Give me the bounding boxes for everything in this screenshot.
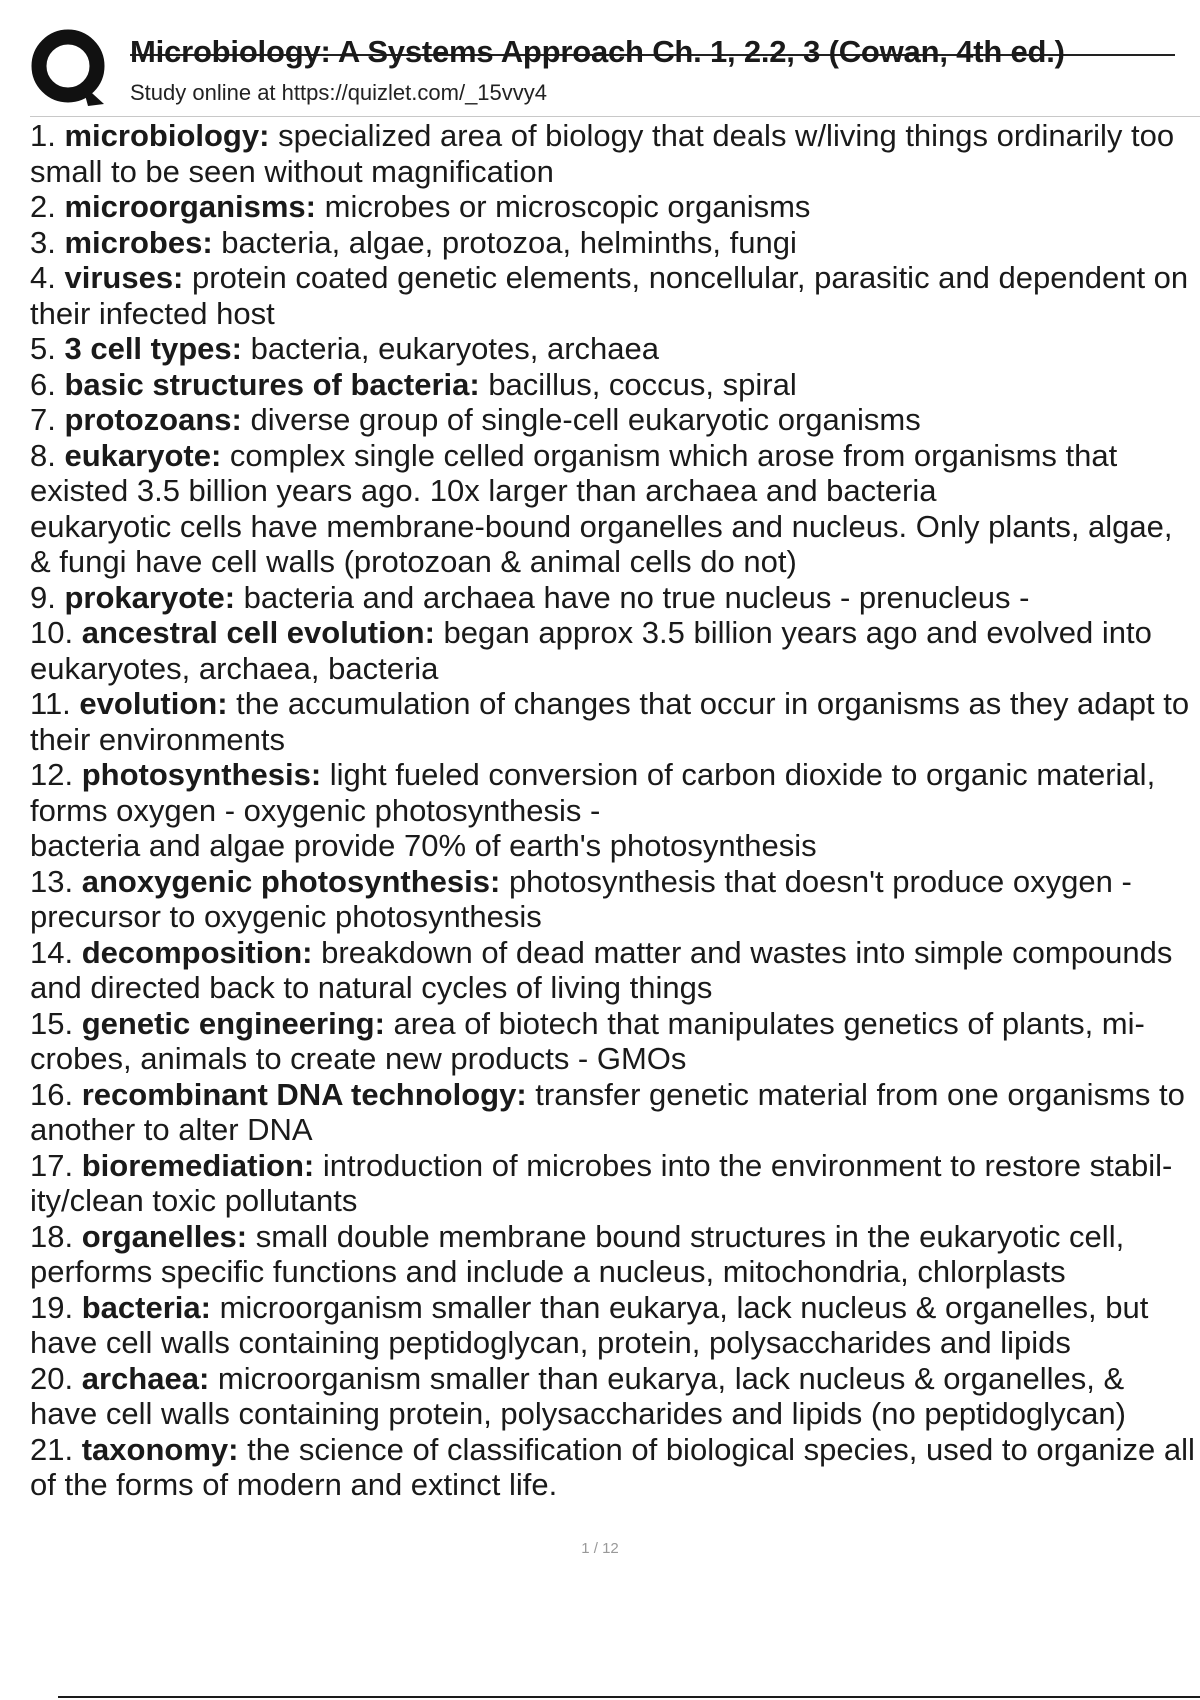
card-term: photosynthesis: bbox=[81, 757, 322, 792]
flashcard-item bbox=[30, 935, 1200, 1006]
study-online-link[interactable]: Study online at https://quizlet.com/_15vvy4 bbox=[130, 80, 548, 105]
card-number: 17. bbox=[30, 1147, 74, 1183]
card-term: archaea: bbox=[81, 1360, 210, 1396]
card-number: 9. bbox=[30, 579, 56, 615]
card-definition: bacteria, algae, protozoa, helminths, fungi bbox=[221, 224, 797, 260]
footer-divider bbox=[58, 1696, 1200, 1698]
card-term: ancestral cell evolution: bbox=[81, 615, 435, 650]
flashcard-item bbox=[30, 1006, 1200, 1077]
card-number: 11. bbox=[30, 686, 71, 721]
card-number: 12. bbox=[30, 757, 74, 792]
flashcard-item bbox=[30, 260, 1200, 331]
flashcard-item bbox=[30, 1148, 1200, 1219]
flashcard-item bbox=[30, 367, 1200, 403]
card-definition: diverse group of single-cell eukaryotic organisms bbox=[250, 402, 921, 437]
flashcard-item bbox=[30, 402, 1200, 438]
flashcard-item bbox=[30, 1361, 1200, 1432]
card-term: decomposition: bbox=[81, 934, 313, 970]
card-term: eukaryote: bbox=[64, 437, 222, 473]
card-definition: began approx 3.5 billion years ago and evolved into eukaryotes, archaea, bacteria bbox=[30, 615, 1152, 686]
flashcard-list bbox=[30, 118, 1200, 1503]
card-number: 10. bbox=[30, 615, 74, 650]
card-term: anoxygenic photosynthesis: bbox=[81, 863, 501, 899]
card-number: 14. bbox=[30, 934, 74, 970]
card-number: 3. bbox=[30, 224, 56, 260]
card-definition: breakdown of dead matter and wastes into simple compounds and directed back to natural cycles of living things bbox=[30, 934, 1173, 1005]
card-term: bioremediation: bbox=[81, 1147, 315, 1183]
card-definition: area of biotech that manipulates genetics of plants, mi-crobes, animals to create new products - GMOs bbox=[30, 1005, 1145, 1076]
card-definition: the accumulation of changes that occur in organisms as they adapt to their environments bbox=[30, 686, 1190, 757]
flashcard-item bbox=[30, 1219, 1200, 1290]
card-definition: bacteria and archaea have no true nucleus - prenucleus - bbox=[243, 579, 1030, 615]
card-term: microbiology: bbox=[64, 118, 270, 153]
card-term: microorganisms: bbox=[64, 189, 316, 224]
card-term: organelles: bbox=[81, 1218, 248, 1254]
card-definition: light fueled conversion of carbon dioxide to organic material, forms oxygen - oxygenic photosynthesis - bacteria and algae provide 70% of earth's photosynthesis bbox=[30, 757, 1156, 863]
flashcard-item bbox=[30, 118, 1200, 189]
card-definition: microbes or microscopic organisms bbox=[324, 189, 811, 224]
card-definition: protein coated genetic elements, noncellular, parasitic and dependent on their infected host bbox=[30, 260, 1189, 331]
card-term: prokaryote: bbox=[64, 579, 236, 615]
card-number: 8. bbox=[30, 437, 56, 473]
flashcard-item bbox=[30, 225, 1200, 261]
card-number: 20. bbox=[30, 1360, 74, 1396]
card-term: 3 cell types: bbox=[64, 331, 242, 366]
document-header bbox=[30, 28, 1200, 118]
card-number: 2. bbox=[30, 189, 56, 224]
card-term: basic structures of bacteria: bbox=[64, 366, 480, 402]
card-number: 13. bbox=[30, 863, 74, 899]
quizlet-logo-icon bbox=[30, 28, 114, 112]
header-divider bbox=[30, 116, 1200, 117]
card-term: microbes: bbox=[64, 224, 213, 260]
card-term: genetic engineering: bbox=[81, 1005, 385, 1041]
card-number: 7. bbox=[30, 402, 56, 437]
card-number: 18. bbox=[30, 1218, 74, 1254]
card-definition: complex single celled organism which arose from organisms that existed 3.5 billion years ago. 10x larger than archaea and bacteria eukaryotic cells have membrane-bound organelles and nucleus. Only plants, algae, & fungi have cell walls (protozoan & animal cells do not) bbox=[30, 437, 1173, 579]
card-number: 6. bbox=[30, 366, 56, 402]
card-term: protozoans: bbox=[64, 402, 242, 437]
card-number: 5. bbox=[30, 331, 56, 366]
card-number: 19. bbox=[30, 1289, 74, 1325]
card-term: bacteria: bbox=[81, 1289, 211, 1325]
card-number: 15. bbox=[30, 1005, 74, 1041]
flashcard-item bbox=[30, 1077, 1200, 1148]
card-number: 16. bbox=[30, 1076, 74, 1112]
card-definition: microorganism smaller than eukarya, lack nucleus & organelles, & have cell walls containing protein, polysaccharides and lipids (no peptidoglycan) bbox=[30, 1360, 1126, 1431]
flashcard-item bbox=[30, 686, 1200, 757]
card-number: 4. bbox=[30, 260, 56, 295]
flashcard-item bbox=[30, 331, 1200, 367]
card-definition: specialized area of biology that deals w/living things ordinarily too small to be seen without magnification bbox=[30, 118, 1175, 189]
flashcard-item bbox=[30, 438, 1200, 580]
card-definition: introduction of microbes into the environment to restore stabil-ity/clean toxic pollutants bbox=[30, 1147, 1173, 1218]
card-term: recombinant DNA technology: bbox=[81, 1076, 527, 1112]
page-title: Microbiology: A Systems Approach Ch. 1, 2.2, 3 (Cowan, 4th ed.) bbox=[130, 34, 1065, 69]
card-term: evolution: bbox=[79, 686, 228, 721]
card-definition: transfer genetic material from one organisms to another to alter DNA bbox=[30, 1076, 1185, 1147]
card-term: viruses: bbox=[64, 260, 184, 295]
flashcard-item bbox=[30, 864, 1200, 935]
flashcard-item bbox=[30, 189, 1200, 225]
flashcard-item bbox=[30, 580, 1200, 616]
card-term: taxonomy: bbox=[81, 1431, 239, 1467]
flashcard-item bbox=[30, 757, 1200, 864]
card-definition: bacteria, eukaryotes, archaea bbox=[250, 331, 659, 366]
card-number: 1. bbox=[30, 118, 56, 153]
card-definition: small double membrane bound structures in the eukaryotic cell, performs specific functions and include a nucleus, mitochondria, chlorplasts bbox=[30, 1218, 1125, 1289]
flashcard-item bbox=[30, 1290, 1200, 1361]
page-indicator: 1 / 12 bbox=[581, 1540, 619, 1557]
card-definition: photosynthesis that doesn't produce oxygen - precursor to oxygenic photosynthesis bbox=[30, 863, 1132, 934]
card-definition: the science of classification of biological species, used to organize all of the forms of modern and extinct life. bbox=[30, 1431, 1195, 1502]
card-definition: microorganism smaller than eukarya, lack nucleus & organelles, but have cell walls containing peptidoglycan, protein, polysaccharides and lipids bbox=[30, 1289, 1149, 1360]
flashcard-item bbox=[30, 615, 1200, 686]
flashcard-item bbox=[30, 1432, 1200, 1503]
card-number: 21. bbox=[30, 1431, 74, 1467]
card-definition: bacillus, coccus, spiral bbox=[488, 366, 797, 402]
